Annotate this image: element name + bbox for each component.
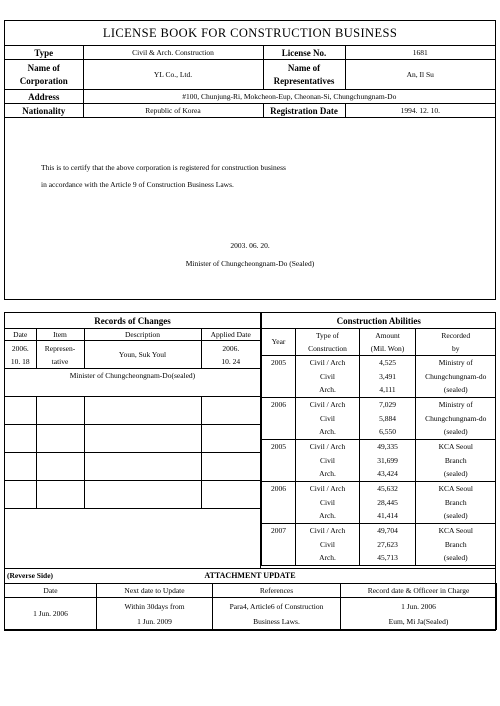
abilities-header-year: Year: [262, 329, 296, 356]
ability-year: 2005: [262, 356, 296, 398]
ability-type: Civil: [296, 412, 360, 426]
ability-type: Civil: [296, 496, 360, 510]
ability-year: 2005: [262, 440, 296, 482]
construction-abilities-title: Construction Abilities: [262, 313, 496, 329]
ability-row: [262, 538, 496, 552]
abilities-header-amount-line2: (Mil. Won): [370, 344, 405, 353]
ability-type: Civil / Arch: [296, 356, 360, 370]
ability-type: Civil / Arch: [296, 440, 360, 454]
attachment-references-line2: Business Laws.: [253, 616, 300, 626]
corporation-label-line2: Corporation: [19, 75, 68, 86]
construction-abilities-section: [261, 312, 496, 569]
ability-amount: 28,445: [360, 496, 416, 510]
change-applied-date: [201, 341, 260, 369]
changes-header-description: Description: [84, 329, 201, 341]
certificate-date: 2003. 06. 20.: [230, 241, 270, 250]
ability-row: [262, 510, 496, 524]
ability-recorded-by: Branch: [416, 454, 496, 468]
ability-amount: 49,704: [360, 524, 416, 538]
change-date-line2: 10. 18: [10, 356, 30, 366]
ability-row: [262, 356, 496, 370]
empty-cell: [201, 453, 260, 481]
attachment-record-line2: Eum, Mi Ja(Sealed): [388, 616, 449, 626]
change-date-line1: 2006.: [11, 343, 29, 353]
ability-row: [262, 468, 496, 482]
ability-type: Arch.: [296, 384, 360, 398]
ability-type: Arch.: [296, 552, 360, 566]
corporation-label: [5, 60, 83, 90]
change-applied-date-line1: 2006.: [222, 343, 240, 353]
empty-cell: [84, 397, 201, 425]
attachment-record: [341, 598, 497, 630]
changes-header-item: Item: [36, 329, 84, 341]
empty-cell: [84, 481, 201, 509]
certificate-line-2: in accordance with the Article 9 of Construction Business Laws.: [41, 180, 234, 189]
ability-recorded-by: (sealed): [416, 426, 496, 440]
change-date: [5, 341, 36, 369]
ability-type: Civil / Arch: [296, 482, 360, 496]
certificate-line-1: This is to certify that the above corporation is registered for construction business: [41, 163, 286, 172]
ability-recorded-by: Chungchungnam-do: [416, 412, 496, 426]
ability-recorded-by: Branch: [416, 496, 496, 510]
attachment-next-date-line1: Within 30days from: [124, 601, 185, 611]
change-item-line2: tative: [51, 356, 69, 366]
ability-type: Civil / Arch: [296, 398, 360, 412]
empty-cell: [5, 481, 36, 509]
changes-header-date: Date: [5, 329, 36, 341]
ability-row: [262, 398, 496, 412]
ability-amount: 45,713: [360, 552, 416, 566]
ability-row: [262, 440, 496, 454]
ability-recorded-by: KCA Seoul: [416, 440, 496, 454]
nationality-label: Nationality: [5, 104, 83, 118]
ability-recorded-by: (sealed): [416, 510, 496, 524]
attachment-header-record-date: Record date & Officeer in Charge: [341, 584, 497, 598]
corporation-value: YL Co., Ltd.: [83, 60, 263, 90]
empty-cell: [36, 481, 84, 509]
ability-amount: 4,525: [360, 356, 416, 370]
ability-recorded-by: (sealed): [416, 468, 496, 482]
records-of-changes-title: Records of Changes: [5, 313, 260, 329]
ability-recorded-by: Branch: [416, 538, 496, 552]
attachment-header-date: Date: [5, 584, 97, 598]
ability-amount: 5,884: [360, 412, 416, 426]
ability-amount: 41,414: [360, 510, 416, 524]
changes-header-applied-date: Applied Date: [201, 329, 260, 341]
ability-row: [262, 412, 496, 426]
reverse-side-label: (Reverse Side): [7, 571, 54, 580]
representatives-value: An, Il Su: [345, 60, 495, 90]
abilities-header-amount: [360, 329, 416, 356]
attachment-update-table: [4, 583, 497, 630]
ability-row: [262, 496, 496, 510]
empty-cell: [201, 481, 260, 509]
abilities-header-type-line1: Type of: [315, 331, 339, 340]
registration-date-value: 1994. 12. 10.: [345, 104, 495, 118]
type-label: Type: [5, 46, 83, 60]
ability-amount: 31,699: [360, 454, 416, 468]
attachment-next-date: [97, 598, 213, 630]
ability-amount: 7,029: [360, 398, 416, 412]
empty-cell: [201, 425, 260, 453]
abilities-header-type: [296, 329, 360, 356]
license-no-label: License No.: [263, 46, 345, 60]
abilities-header-recorded: [416, 329, 496, 356]
abilities-header-recorded-line2: by: [452, 344, 460, 353]
license-info-table: [5, 21, 495, 118]
ability-recorded-by: Chungchungnam-do: [416, 370, 496, 384]
ability-row: [262, 426, 496, 440]
abilities-body: [262, 356, 496, 566]
ability-type: Arch.: [296, 510, 360, 524]
ability-recorded-by: KCA Seoul: [416, 524, 496, 538]
address-value: #100, Chunjung-Ri, Mokcheon-Eup, Cheonan-Si, Chungchungnam-Do: [83, 90, 495, 104]
ability-amount: 6,550: [360, 426, 416, 440]
ability-row: [262, 524, 496, 538]
ability-amount: 27,623: [360, 538, 416, 552]
ability-amount: 45,632: [360, 482, 416, 496]
construction-abilities-table: [261, 313, 496, 566]
ability-row: [262, 384, 496, 398]
ability-row: [262, 482, 496, 496]
attachment-update-title: ATTACHMENT UPDATE: [204, 571, 296, 580]
ability-row: [262, 552, 496, 566]
empty-cell: [84, 453, 201, 481]
corporation-label-line1: Name of: [27, 62, 60, 73]
ability-year: 2006: [262, 482, 296, 524]
ability-recorded-by: (sealed): [416, 384, 496, 398]
ability-type: Arch.: [296, 426, 360, 440]
ability-type: Arch.: [296, 468, 360, 482]
ability-amount: 49,335: [360, 440, 416, 454]
ability-type: Civil: [296, 454, 360, 468]
representatives-label: [263, 60, 345, 90]
license-no-value: 1681: [345, 46, 495, 60]
ability-recorded-by: Ministry of: [416, 356, 496, 370]
empty-cell: [36, 397, 84, 425]
abilities-header-amount-line1: Amount: [375, 331, 400, 340]
ability-amount: 43,424: [360, 468, 416, 482]
empty-cell: [5, 397, 36, 425]
ability-recorded-by: Ministry of: [416, 398, 496, 412]
attachment-references: [213, 598, 341, 630]
ability-year: 2007: [262, 524, 296, 566]
address-label: Address: [5, 90, 83, 104]
license-top-section: [4, 20, 496, 300]
change-approval-note: Minister of Chungcheongnam-Do(sealed): [5, 369, 260, 397]
attachment-header-references: References: [213, 584, 341, 598]
ability-type: Civil / Arch: [296, 524, 360, 538]
attachment-update-section: [4, 569, 496, 631]
change-item-line1: Represen-: [44, 343, 76, 353]
empty-cell: [36, 453, 84, 481]
empty-cell: [5, 453, 36, 481]
attachment-date: 1 Jun. 2006: [5, 598, 97, 630]
nationality-value: Republic of Korea: [83, 104, 263, 118]
empty-cell: [5, 425, 36, 453]
ability-year: 2006: [262, 398, 296, 440]
representatives-label-line2: Representatives: [273, 75, 335, 86]
abilities-header-type-line2: Construction: [308, 344, 347, 353]
change-description: Youn, Suk Youl: [84, 341, 201, 369]
ability-recorded-by: (sealed): [416, 552, 496, 566]
change-item: [36, 341, 84, 369]
ability-row: [262, 454, 496, 468]
attachment-header-next-date: Next date to Update: [97, 584, 213, 598]
empty-cell: [36, 425, 84, 453]
registration-date-label: Registration Date: [263, 104, 345, 118]
attachment-record-line1: 1 Jun. 2006: [401, 601, 436, 611]
type-value: Civil & Arch. Construction: [83, 46, 263, 60]
attachment-next-date-line2: 1 Jun. 2009: [137, 616, 172, 626]
ability-recorded-by: KCA Seoul: [416, 482, 496, 496]
representatives-label-line1: Name of: [287, 62, 321, 73]
certificate-issuer: Minister of Chungcheongnam-Do (Sealed): [185, 259, 315, 268]
attachment-references-line1: Para4, Article6 of Construction: [229, 601, 324, 611]
empty-cell: [84, 425, 201, 453]
ability-type: Civil: [296, 538, 360, 552]
abilities-header-recorded-line1: Recorded: [441, 331, 471, 340]
records-of-changes-section: [4, 312, 261, 569]
ability-row: [262, 370, 496, 384]
records-of-changes-table: [5, 313, 260, 509]
document-title: LICENSE BOOK FOR CONSTRUCTION BUSINESS: [5, 21, 495, 46]
ability-type: Civil: [296, 370, 360, 384]
ability-amount: 4,111: [360, 384, 416, 398]
empty-cell: [201, 397, 260, 425]
change-applied-date-line2: 10. 24: [221, 356, 241, 366]
ability-amount: 3,491: [360, 370, 416, 384]
